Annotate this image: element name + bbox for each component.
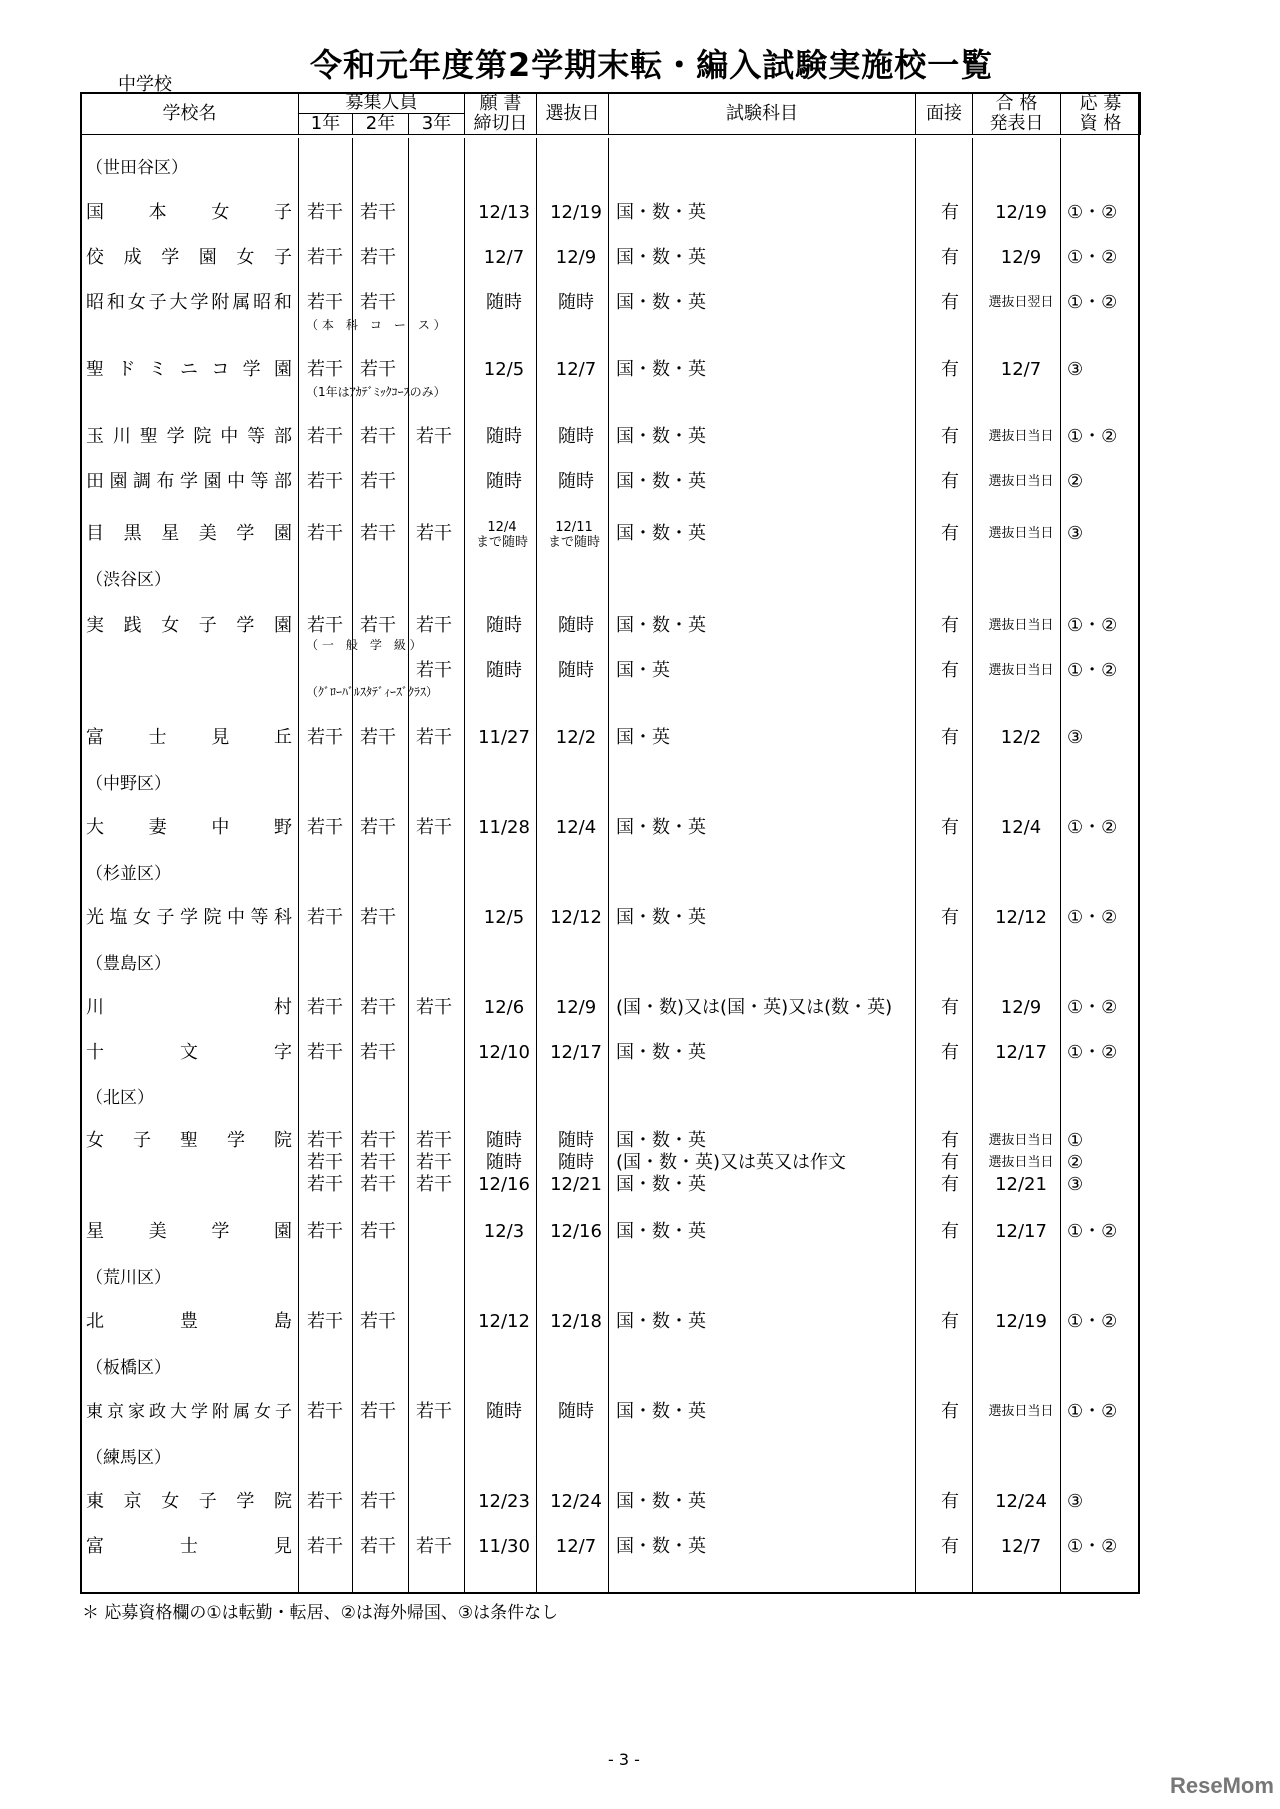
selection-date: 12/2 — [555, 727, 597, 748]
year3: 若干 — [416, 1130, 452, 1151]
pass-date: 選抜日当日 — [988, 1404, 1054, 1419]
year3: 若干 — [416, 727, 452, 748]
header-subjects: 試験科目 — [609, 93, 916, 135]
year3: 若干 — [416, 997, 452, 1018]
table-row — [80, 726, 1140, 750]
selection-date: 12/17 — [550, 1042, 602, 1063]
year1: 若干 — [307, 1536, 343, 1557]
interview: 有 — [941, 1152, 959, 1173]
subjects: 国・数・英 — [616, 615, 706, 636]
year3: 若干 — [416, 660, 452, 681]
due-date-bottom: まで随時 — [475, 535, 528, 550]
table-row — [80, 1130, 1140, 1152]
year2: 若干 — [360, 1536, 396, 1557]
table-row — [80, 1152, 1140, 1174]
school-name: 大妻中野 — [86, 817, 292, 838]
header-selection: 選抜日 — [537, 93, 609, 135]
selection-date: 12/24 — [550, 1491, 602, 1512]
header-pass — [973, 93, 1061, 135]
header-qual — [1061, 93, 1141, 135]
subjects: 国・数・英 — [616, 1042, 706, 1063]
due-date: 11/30 — [478, 1536, 530, 1557]
pass-date: 12/21 — [995, 1174, 1047, 1195]
header-due-top: 願 書 — [479, 92, 522, 114]
selection-date — [540, 520, 608, 550]
subjects: 国・数・英 — [616, 1221, 706, 1242]
year2: 若干 — [360, 1221, 396, 1242]
school-name: 田園調布学園中等部 — [86, 471, 292, 492]
table-header — [80, 92, 1141, 135]
selection-date: 12/7 — [555, 1536, 597, 1557]
year1: 若干 — [307, 1152, 343, 1173]
selection-date: 12/18 — [550, 1311, 602, 1332]
subjects: 国・数・英 — [616, 1174, 706, 1195]
qualification: ①・② — [1067, 1042, 1118, 1063]
page-number: - 3 - — [608, 1750, 640, 1769]
due-date: 12/6 — [483, 997, 525, 1018]
header-school: 学校名 — [81, 93, 299, 135]
pass-date: 12/24 — [995, 1491, 1047, 1512]
year1: 若干 — [307, 292, 343, 313]
year1: 若干 — [307, 997, 343, 1018]
pass-date: 選抜日当日 — [988, 663, 1054, 678]
school-name: 東京家政大学附属女子 — [86, 1402, 292, 1422]
district-label: （豊島区） — [86, 954, 171, 974]
table-row — [80, 659, 1140, 683]
pass-date: 12/7 — [1000, 1536, 1042, 1557]
interview: 有 — [941, 523, 959, 544]
year2: 若干 — [360, 292, 396, 313]
table-row — [80, 470, 1140, 494]
course-note: （1年はｱｶﾃﾞﾐｯｸｺｰｽのみ） — [306, 385, 446, 399]
subjects: 国・数・英 — [616, 471, 706, 492]
year1: 若干 — [307, 1174, 343, 1195]
selection-date: 12/12 — [550, 907, 602, 928]
due-date: 12/23 — [478, 1491, 530, 1512]
due-date: 随時 — [486, 426, 522, 447]
selection-date: 随時 — [558, 615, 594, 636]
district-label: （中野区） — [86, 774, 171, 794]
selection-date-top: 12/11 — [555, 520, 593, 535]
subjects: 国・数・英 — [616, 247, 706, 268]
course-note: （ 本 科 コ ー ス ） — [306, 318, 446, 332]
table-body — [80, 138, 1140, 1594]
year1: 若干 — [307, 1401, 343, 1422]
table-row — [80, 425, 1140, 449]
due-date-top: 12/4 — [487, 520, 517, 535]
year2: 若干 — [360, 1311, 396, 1332]
school-name: 十文字 — [86, 1042, 292, 1063]
interview: 有 — [941, 292, 959, 313]
year1: 若干 — [307, 1042, 343, 1063]
resemom-logo: ReseMom — [1170, 1773, 1274, 1798]
header-interview: 面接 — [916, 93, 973, 135]
header-pass-top: 合 格 — [995, 92, 1038, 114]
selection-date: 随時 — [558, 1401, 594, 1422]
year1: 若干 — [307, 247, 343, 268]
qualification: ③ — [1067, 1491, 1084, 1512]
school-name: 目黒星美学園 — [86, 523, 292, 544]
district-label: （板橋区） — [86, 1358, 171, 1378]
table-row — [80, 816, 1140, 840]
district-label: （世田谷区） — [86, 158, 188, 178]
table-row — [80, 906, 1140, 930]
year2: 若干 — [360, 471, 396, 492]
col-divider — [298, 138, 299, 1594]
qualification: ①・② — [1067, 1311, 1118, 1332]
district-label: （北区） — [86, 1088, 154, 1108]
qualification: ①・② — [1067, 247, 1118, 268]
subjects: 国・数・英 — [616, 523, 706, 544]
header-y1: 1年 — [299, 114, 353, 135]
page-label: 中学校 — [118, 74, 172, 95]
due-date: 12/5 — [483, 907, 525, 928]
selection-date: 随時 — [558, 1152, 594, 1173]
due-date: 随時 — [486, 660, 522, 681]
year3: 若干 — [416, 1152, 452, 1173]
interview: 有 — [941, 1130, 959, 1151]
selection-date: 12/16 — [550, 1221, 602, 1242]
selection-date-bottom: まで随時 — [547, 535, 600, 550]
subjects: 国・数・英 — [616, 1130, 706, 1151]
school-name: 実践女子学園 — [86, 615, 292, 636]
table-row — [80, 358, 1140, 382]
school-name: 富士見 — [86, 1536, 292, 1557]
school-name: 国本女子 — [86, 202, 292, 223]
due-date: 随時 — [486, 615, 522, 636]
selection-date: 12/9 — [555, 247, 597, 268]
header-qual-top: 応 募 — [1079, 92, 1122, 114]
interview: 有 — [941, 1221, 959, 1242]
header-recruit: 募集人員 — [299, 93, 465, 114]
pass-date: 選抜日当日 — [988, 1133, 1054, 1148]
due-date: 随時 — [486, 1130, 522, 1151]
qualification: ③ — [1067, 1174, 1084, 1195]
interview: 有 — [941, 997, 959, 1018]
pass-date: 選抜日当日 — [988, 526, 1054, 541]
school-name: 北豊島 — [86, 1311, 292, 1332]
school-name: 聖ドミニコ学園 — [86, 359, 292, 380]
col-divider — [1060, 138, 1061, 1594]
table-row — [80, 1535, 1140, 1559]
year1: 若干 — [307, 1491, 343, 1512]
year2: 若干 — [360, 907, 396, 928]
subjects: (国・数)又は(国・英)又は(数・英) — [616, 997, 893, 1018]
interview: 有 — [941, 1174, 959, 1195]
table-row — [80, 1041, 1140, 1065]
qualification: ① — [1067, 1130, 1084, 1151]
pass-date: 選抜日当日 — [988, 1155, 1054, 1170]
qualification: ①・② — [1067, 817, 1118, 838]
table-row — [80, 246, 1140, 270]
district-label: （杉並区） — [86, 864, 171, 884]
interview: 有 — [941, 817, 959, 838]
interview: 有 — [941, 660, 959, 681]
year2: 若干 — [360, 202, 396, 223]
table-row — [80, 1310, 1140, 1334]
table-row — [80, 1490, 1140, 1514]
year2: 若干 — [360, 1042, 396, 1063]
school-name: 佼成学園女子 — [86, 247, 292, 268]
qualification: ③ — [1067, 727, 1084, 748]
year2: 若干 — [360, 817, 396, 838]
header-due — [465, 93, 537, 135]
qualification: ①・② — [1067, 997, 1118, 1018]
year1: 若干 — [307, 615, 343, 636]
table-row — [80, 1174, 1140, 1196]
pass-date: 12/19 — [995, 1311, 1047, 1332]
qualification: ①・② — [1067, 1221, 1118, 1242]
year1: 若干 — [307, 471, 343, 492]
year1: 若干 — [307, 202, 343, 223]
selection-date: 12/7 — [555, 359, 597, 380]
interview: 有 — [941, 727, 959, 748]
selection-date: 随時 — [558, 1130, 594, 1151]
col-divider — [408, 138, 409, 1594]
year3: 若干 — [416, 615, 452, 636]
qualification: ①・② — [1067, 907, 1118, 928]
year1: 若干 — [307, 907, 343, 928]
col-divider — [536, 138, 537, 1594]
interview: 有 — [941, 1311, 959, 1332]
year2: 若干 — [360, 1174, 396, 1195]
interview: 有 — [941, 1536, 959, 1557]
due-date: 12/10 — [478, 1042, 530, 1063]
subjects: 国・数・英 — [616, 292, 706, 313]
subjects: 国・英 — [616, 660, 670, 681]
interview: 有 — [941, 1042, 959, 1063]
interview: 有 — [941, 907, 959, 928]
qualification: ①・② — [1067, 426, 1118, 447]
due-date: 随時 — [486, 292, 522, 313]
col-divider — [608, 138, 609, 1594]
qualification: ①・② — [1067, 1536, 1118, 1557]
table-row — [80, 522, 1140, 546]
subjects: 国・数・英 — [616, 817, 706, 838]
year3: 若干 — [416, 426, 452, 447]
due-date: 随時 — [486, 1401, 522, 1422]
course-note: （ｸﾞﾛｰﾊﾞﾙｽﾀﾃﾞｨｰｽﾞｸﾗｽ） — [306, 685, 439, 699]
year2: 若干 — [360, 523, 396, 544]
school-name: 星美学園 — [86, 1221, 292, 1242]
qualification: ② — [1067, 1152, 1084, 1173]
course-note: （ 一 般 学 級 ） — [306, 638, 422, 652]
selection-date: 随時 — [558, 426, 594, 447]
due-date: 12/12 — [478, 1311, 530, 1332]
subjects: 国・数・英 — [616, 1401, 706, 1422]
year2: 若干 — [360, 615, 396, 636]
due-date: 12/5 — [483, 359, 525, 380]
subjects: 国・数・英 — [616, 907, 706, 928]
header-qual-bottom: 資 格 — [1079, 112, 1122, 134]
year1: 若干 — [307, 1221, 343, 1242]
due-date: 随時 — [486, 1152, 522, 1173]
table-row — [80, 201, 1140, 225]
pass-date: 選抜日当日 — [988, 474, 1054, 489]
school-name: 昭和女子大学附属昭和 — [86, 292, 292, 313]
year2: 若干 — [360, 359, 396, 380]
col-divider — [972, 138, 973, 1594]
selection-date: 随時 — [558, 660, 594, 681]
qualification: ①・② — [1067, 1401, 1118, 1422]
interview: 有 — [941, 615, 959, 636]
footnote: ＊ 応募資格欄の①は転勤・転居、②は海外帰国、③は条件なし — [82, 1603, 559, 1623]
year2: 若干 — [360, 727, 396, 748]
year3: 若干 — [416, 1536, 452, 1557]
school-name: 玉川聖学院中等部 — [86, 426, 292, 447]
selection-date: 随時 — [558, 471, 594, 492]
year2: 若干 — [360, 997, 396, 1018]
subjects: 国・数・英 — [616, 1311, 706, 1332]
year2: 若干 — [360, 247, 396, 268]
header-y2: 2年 — [353, 114, 409, 135]
year2: 若干 — [360, 1152, 396, 1173]
interview: 有 — [941, 471, 959, 492]
table-row — [80, 291, 1140, 315]
year2: 若干 — [360, 1130, 396, 1151]
col-divider — [464, 138, 465, 1594]
qualification: ①・② — [1067, 292, 1118, 313]
col-divider — [915, 138, 916, 1594]
subjects: 国・数・英 — [616, 202, 706, 223]
pass-date: 選抜日翌日 — [988, 295, 1054, 310]
table-row — [80, 1220, 1140, 1244]
qualification: ② — [1067, 471, 1084, 492]
qualification: ①・② — [1067, 660, 1118, 681]
school-name: 東京女子学院 — [86, 1491, 292, 1512]
year3: 若干 — [416, 523, 452, 544]
selection-date: 12/9 — [555, 997, 597, 1018]
year1: 若干 — [307, 817, 343, 838]
pass-date: 選抜日当日 — [988, 618, 1054, 633]
qualification: ①・② — [1067, 615, 1118, 636]
selection-date: 12/4 — [555, 817, 597, 838]
pass-date: 選抜日当日 — [988, 429, 1054, 444]
year2: 若干 — [360, 1401, 396, 1422]
due-date: 12/13 — [478, 202, 530, 223]
district-label: （練馬区） — [86, 1448, 171, 1468]
due-date: 11/27 — [478, 727, 530, 748]
school-name: 川村 — [86, 997, 292, 1018]
page-title: 令和元年度第2学期末転・編入試験実施校一覧 — [310, 46, 994, 84]
year1: 若干 — [307, 1311, 343, 1332]
qualification: ①・② — [1067, 202, 1118, 223]
table-row — [80, 614, 1140, 638]
pass-date: 12/7 — [1000, 359, 1042, 380]
due-date — [468, 520, 536, 550]
pass-date: 12/9 — [1000, 997, 1042, 1018]
due-date: 11/28 — [478, 817, 530, 838]
due-date: 12/3 — [483, 1221, 525, 1242]
pass-date: 12/19 — [995, 202, 1047, 223]
interview: 有 — [941, 426, 959, 447]
pass-date: 12/17 — [995, 1221, 1047, 1242]
due-date: 12/7 — [483, 247, 525, 268]
year1: 若干 — [307, 727, 343, 748]
pass-date: 12/12 — [995, 907, 1047, 928]
school-name: 女子聖学院 — [86, 1130, 292, 1151]
interview: 有 — [941, 1401, 959, 1422]
year1: 若干 — [307, 1130, 343, 1151]
table-row — [80, 1400, 1140, 1424]
school-name: 富士見丘 — [86, 727, 292, 748]
pass-date: 12/17 — [995, 1042, 1047, 1063]
pass-date: 12/9 — [1000, 247, 1042, 268]
year1: 若干 — [307, 426, 343, 447]
interview: 有 — [941, 202, 959, 223]
subjects: (国・数・英)又は英又は作文 — [616, 1152, 847, 1173]
year3: 若干 — [416, 817, 452, 838]
year3: 若干 — [416, 1401, 452, 1422]
selection-date: 12/19 — [550, 202, 602, 223]
col-divider — [352, 138, 353, 1594]
year3: 若干 — [416, 1174, 452, 1195]
subjects: 国・英 — [616, 727, 670, 748]
qualification: ③ — [1067, 359, 1084, 380]
due-date: 随時 — [486, 471, 522, 492]
selection-date: 12/21 — [550, 1174, 602, 1195]
year2: 若干 — [360, 1491, 396, 1512]
school-name: 光塩女子学院中等科 — [86, 907, 292, 928]
header-y3: 3年 — [409, 114, 465, 135]
year2: 若干 — [360, 426, 396, 447]
pass-date: 12/4 — [1000, 817, 1042, 838]
subjects: 国・数・英 — [616, 1491, 706, 1512]
interview: 有 — [941, 359, 959, 380]
subjects: 国・数・英 — [616, 1536, 706, 1557]
qualification: ③ — [1067, 523, 1084, 544]
table-row — [80, 996, 1140, 1020]
interview: 有 — [941, 247, 959, 268]
header-due-bottom: 締切日 — [473, 112, 528, 134]
district-label: （渋谷区） — [86, 570, 171, 590]
interview: 有 — [941, 1491, 959, 1512]
district-label: （荒川区） — [86, 1268, 171, 1288]
subjects: 国・数・英 — [616, 359, 706, 380]
subjects: 国・数・英 — [616, 426, 706, 447]
header-pass-bottom: 発表日 — [989, 112, 1044, 134]
selection-date: 随時 — [558, 292, 594, 313]
due-date: 12/16 — [478, 1174, 530, 1195]
year1: 若干 — [307, 359, 343, 380]
year1: 若干 — [307, 523, 343, 544]
pass-date: 12/2 — [1000, 727, 1042, 748]
